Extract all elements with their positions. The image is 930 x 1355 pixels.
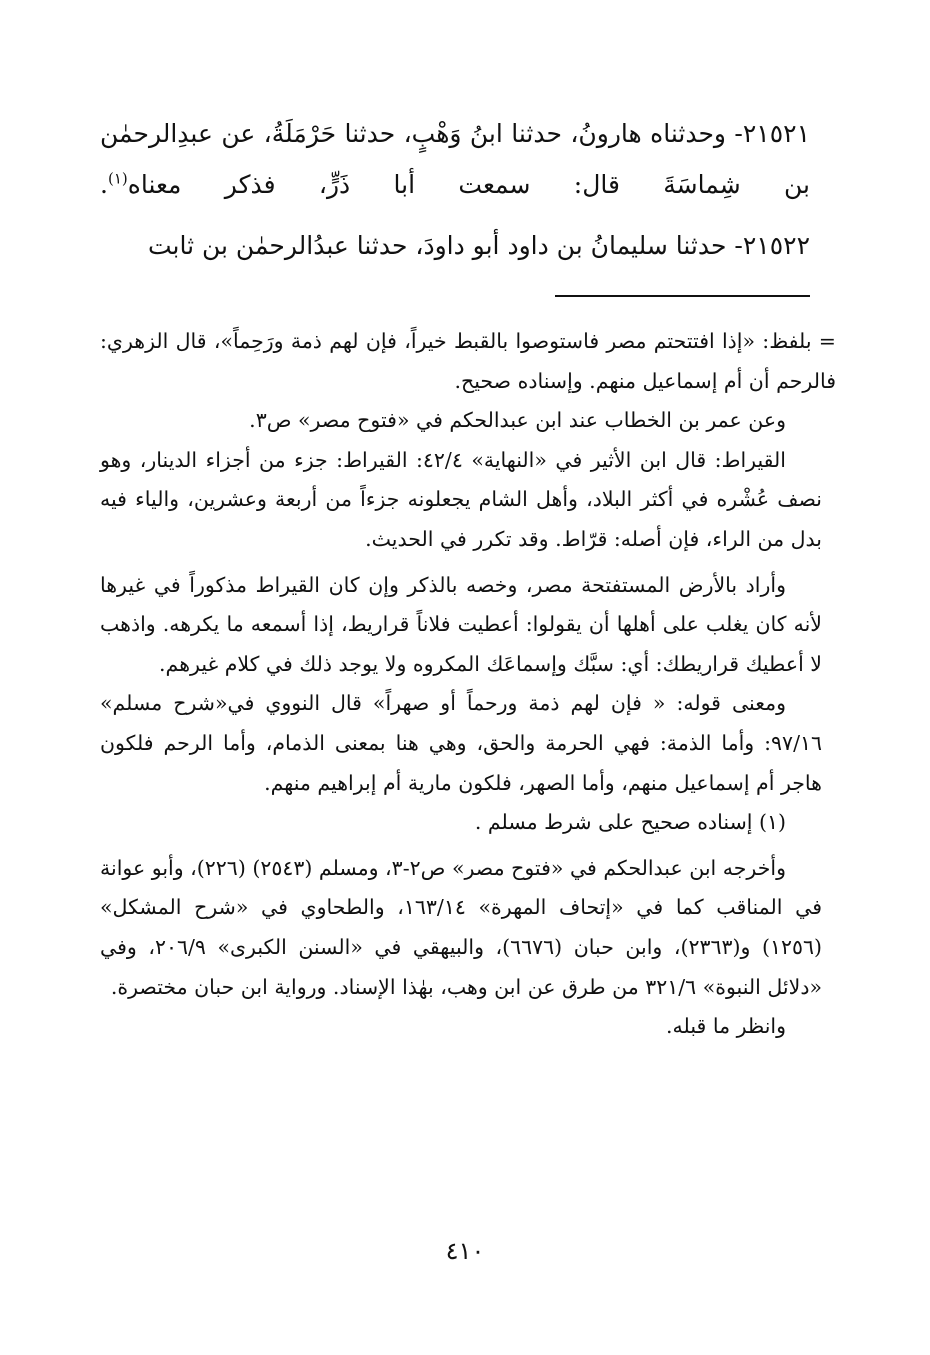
hadith-21521	[100, 108, 810, 210]
note-takhrij: وأخرجه ابن عبدالحكم في «فتوح مصر» ص٢-٣، ومسلم (٢٥٤٣) (٢٢٦)، وأبو عوانة في المناقب كما في «إتحاف المهرة» ١٦٣/١٤، والطحاوي في «شرح المشكل» (١٢٥٦) و(٢٣٦٣)، وابن حبان (٦٦٧٦)، والبيهقي في «السنن الكبرى» ٢٠٦/٩، وفي «دلائل النبوة» ٣٢١/٦ من طرق عن ابن وهب، بهٰذا الإسناد. ورواية ابن حبان مختصرة.	[100, 855, 822, 999]
note-continuation	[100, 322, 836, 401]
main-text-block	[100, 108, 810, 281]
note-continuation-line1: = بلفظ: «إذا افتتحتم مصر فاستوصوا بالقبط خيراً، فإن لهم ذمة ورَحِماً»، قال	[175, 329, 836, 353]
footnote-separator	[555, 295, 810, 297]
footnote-1: (١) إسناده صحيح على شرط مسلم .	[474, 810, 786, 835]
hadith-21521-line1: ٢١٥٢١- وحدثناه هارونُ، حدثنا ابنُ وَهْبٍ، حدثنا حَرْمَلَةُ، عن	[221, 119, 810, 148]
note-qirat: القيراط: قال ابن الأثير في «النهاية» ٤٢/٤: القيراط: جزء من أجزاء الدينار، وهو نصف عُشْره في أكثر البلاد، وأهل الشام يجعلونه جزءاً من أربعة وعشرين، والياء فيه بدل من الراء، فإن أصله: قرّاط. وقد تكرر في الحديث.	[100, 447, 822, 551]
footnote-marker: (١)	[107, 169, 128, 188]
note-nawawi: ومعنى قوله: « فإن لهم ذمة ورحماً أو صهراً» قال النووي في«شرح مسلم» ٩٧/١٦: وأما الذمة: فهي الحرمة والحق، وهي هنا بمعنى الذمام، وأما الرحم فلكون هاجر أم إسماعيل منهم، وأما الصهر، فلكون مارية أم إبراهيم منهم.	[100, 691, 822, 795]
hadith-21522	[100, 220, 810, 271]
hadith-21521-end: .	[100, 170, 108, 199]
page-number: ٤١٠	[445, 1237, 485, 1265]
note-umar: وعن عمر بن الخطاب عند ابن عبدالحكم في «فتوح مصر» ص٣.	[249, 408, 786, 433]
note-continuation-line2: الزهري: فالرحم أن أم إسماعيل منهم. وإسناده صحيح.	[100, 329, 836, 393]
hadith-21521-line2: عبدِالرحمٰن بن شِماسَةَ قال: سمعت أبا ذَرٍّ، فذكر معناه	[100, 119, 810, 199]
note-see-previous: وانظر ما قبله.	[666, 1014, 786, 1039]
note-qirat-meaning: وأراد بالأرض المستفتحة مصر، وخصه بالذكر وإن كان القيراط مذكوراً في غيرها لأنه كان يغلب على أهلها أن يقولوا: أعطيت فلاناً قراريط، إذا أسمعه ما يكرهه. واذهب لا أعطيك قراريطك: أي: سبَّك وإسماعَك المكروه ولا يوجد ذلك في كلام غيرهم.	[100, 572, 822, 676]
hadith-21522-line1: ٢١٥٢٢- حدثنا سليمانُ بن داود أبو داودَ، حدثنا عبدُالرحمٰن بن ثابت	[147, 231, 810, 260]
footnotes-block	[100, 322, 836, 1047]
